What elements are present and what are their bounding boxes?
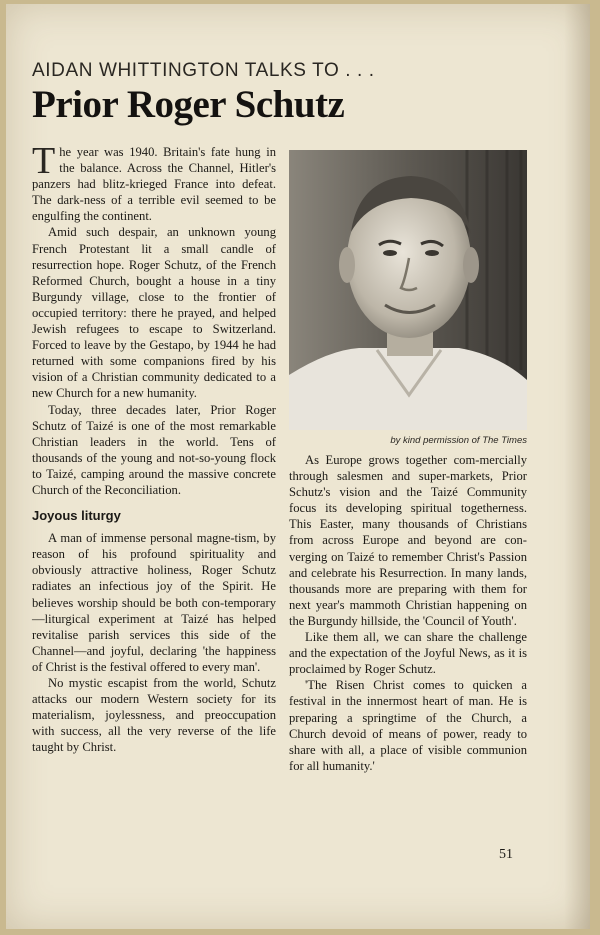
drop-cap: T	[32, 140, 56, 182]
section-subhead: Joyous liturgy	[32, 508, 121, 524]
article-kicker: AIDAN WHITTINGTON TALKS TO . . .	[32, 60, 375, 81]
portrait-photo	[289, 150, 527, 430]
body-paragraph: 'The Risen Christ comes to quicken a festival in the innermost heart of man. He is preparing a springtime of the Church, a Church devoid of means of power, ready to share with all, a place of visible communion for all humanity.'	[289, 678, 527, 773]
body-paragraph: Today, three decades later, Prior Roger Schutz of Taizé is one of the most remarkable Christian leaders in the world. Tens of thousands of the young and not-so-young flock to Taizé, camping around the massive concrete Church of the Reconciliation.	[32, 402, 276, 497]
left-column	[32, 140, 276, 755]
body-paragraph: Amid such despair, an unknown young French Protestant lit a small candle of resurrection hope. Roger Schutz, of the French Reformed Church, bought a house in a tiny Burgundy village, close to the frontier of occupied territory: there he prayed, and helped Jewish refugees to escape to Switzerland. Forced to leave by the Gestapo, by 1944 he had returned with some companions fired by his vision of a Christian community dedicated to a new Church for a new humanity.	[32, 225, 276, 401]
body-paragraph: No mystic escapist from the world, Schutz attacks our modern Western society for its materialism, joylessness, and preoccupation with success, all the very reverse of the life taught by Christ.	[32, 676, 276, 755]
portrait-illustration	[289, 150, 527, 430]
article-headline: Prior Roger Schutz	[32, 83, 345, 126]
photo-credit: by kind permission of The Times	[390, 435, 527, 446]
lead-paragraph	[32, 140, 276, 224]
page-number: 51	[499, 847, 513, 862]
magazine-page	[6, 4, 590, 929]
right-column	[289, 452, 527, 774]
body-paragraph: Like them all, we can share the challenge and the expectation of the Joyful News, as it is proclaimed by Roger Schutz.	[289, 630, 527, 677]
body-paragraph: As Europe grows together com-mercially through salesmen and super-markets, Prior Schutz's vision and the Taizé Community focus its developing spiritual togetherness. This Easter, many thousands of Christians from across Europe and beyond are con-verging on Taizé to remember Christ's Passion and celebrate his Resurrection. In many lands, thousands more are preparing with them for next year's mammoth Christian happening on the Burgundy hillside, the 'Council of Youth'.	[289, 453, 527, 628]
body-paragraph: A man of immense personal magne-tism, by reason of his profound spirituality and obviously attractive holiness, Roger Schutz radiates an infectious joy of the Spirit. He believes worship should be both con-temporary—liturgical experiment at Taizé has helped revitalise parish services this side of the Channel—and joyful, declaring 'the happiness of Christ is the festival offered to every man'.	[32, 531, 276, 674]
lead-text: he year was 1940. Britain's fate hung in the balance. Across the Channel, Hitler's panzers had blitz-krieged France into defeat. The dark-ness of a terrible evil seemed to be engulfing the continent.	[32, 145, 276, 224]
